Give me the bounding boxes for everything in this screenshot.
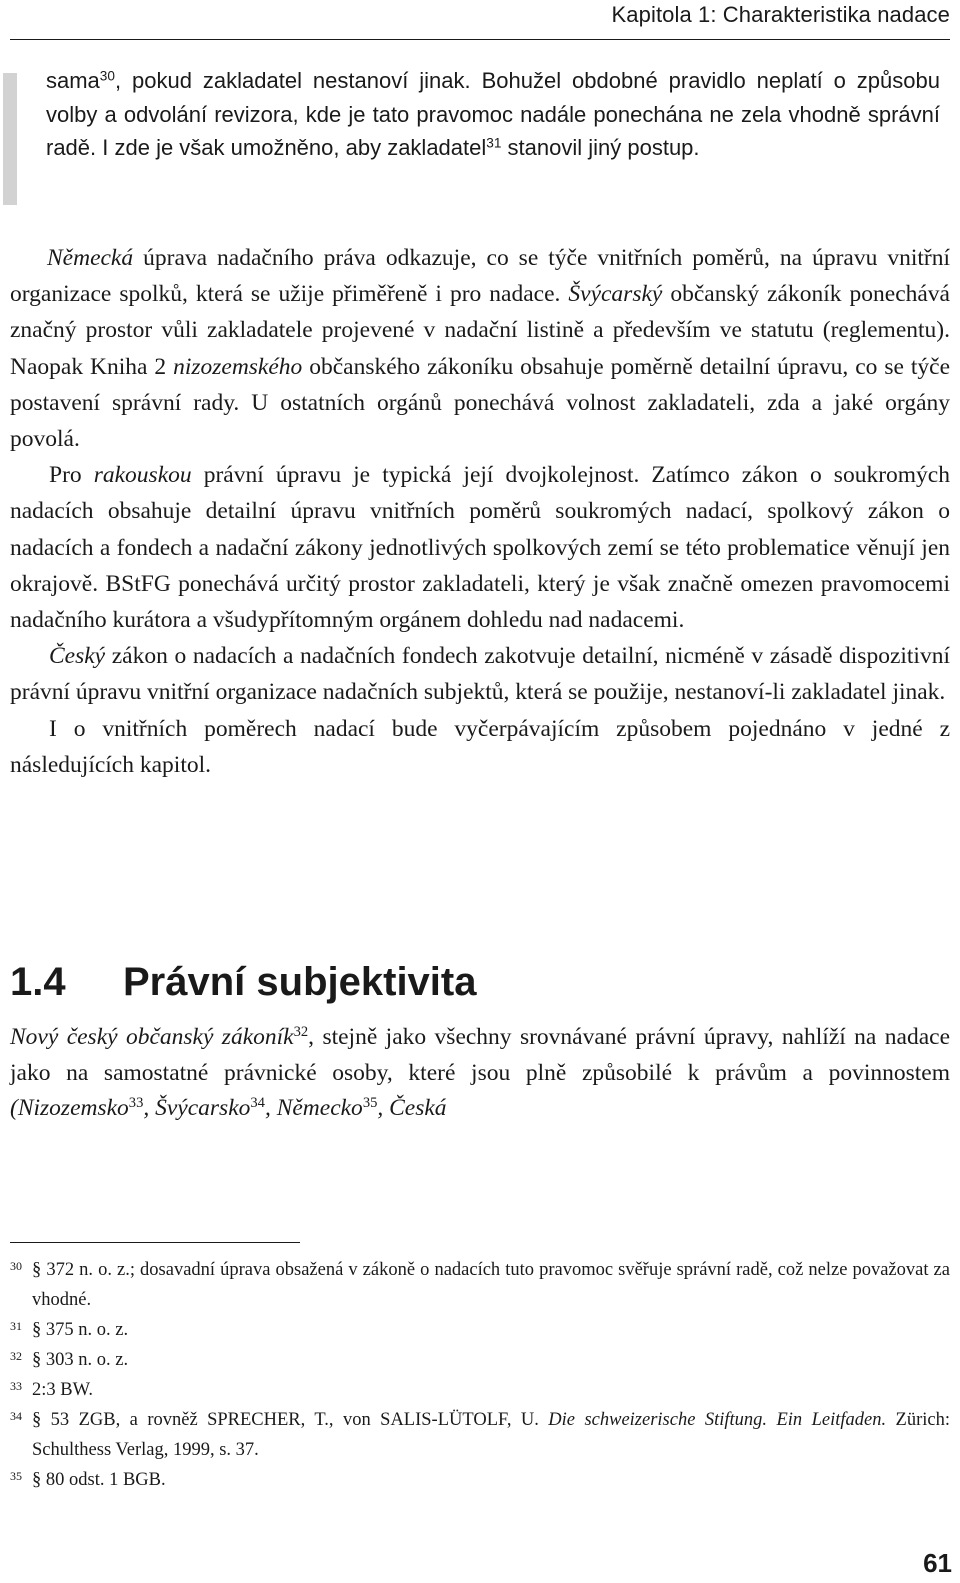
section-heading [10,960,476,1005]
paragraph-legal-personality: Nový český občanský zákoník$^{32}$, stejně jako všechny srovnávané právní úpravy, nahlíží na nadace jako na samostatné právnické osoby, které jsou plně způsobilé k právům a povinnostem (Nizozemsko$^{33}$, Švýcarsko$^{34}$, Německo$^{35}$, Česká [10,1024,950,1121]
footnote-30: 30 § 372 n. o. z.; dosavadní úprava obsažená v zákoně o nadacích tuto pravomoc svěřuje správní radě, což nelze považovat za vhodné. [10,1259,950,1310]
highlight-side-bar [3,73,17,205]
footnote-rule [10,1242,300,1243]
footnote-35: 35 § 80 odst. 1 BGB. [10,1469,166,1490]
header-rule [10,39,950,40]
running-head: Kapitola 1: Charakteristika nadace [611,2,950,27]
footnote-33: 33 2:3 BW. [10,1379,93,1400]
highlighted-paragraph: sama$^{30}$, pokud zakladatel nestanoví jinak. Bohužel obdobné pravidlo neplatí o způsobu volby a odvolání revizora, kde je tato pravomoc nadále ponechána ne zela vhodně správní radě. I zde je však umožněno, aby zakladatel$^{31}$ stanovil jiný postup. [46,68,940,160]
section-number: 1.4 [10,960,66,1004]
paragraph-austrian: Pro rakouskou právní úpravu je typická její dvojkolejnost. Zatímco zákon o soukromých nadacích obsahuje detailní úpravu vnitřních poměrů soukromých nadací, spolkový zákon o nadacích a fondech a nadační zákony jednotlivých spolkových zemí se této problematice věnují jen okrajově. BStFG ponechává určitý prostor zakladateli, který je však značně omezen pravomocemi nadačního kurátora a všudypřítomným orgánem dohledu nad nadacemi. [10,462,950,634]
paragraph-german-swiss-dutch: Německá úprava nadačního práva odkazuje, co se týče vnitřních poměrů, na úpravu vnitřní organizace spolků, která se užije přiměřeně i pro nadace. Švýcarský občanský zákoník ponechává značný prostor vůli zakladatele projevené v nadační listině a především ve statutu (reglementu). Naopak Kniha 2 nizozemského občanského zákoníku obsahuje poměrně detailní úpravu, co se týče postavení správní rady. U ostatních orgánů ponechává volnost zakladateli, zda a jaké orgány povolá. [10,245,950,453]
paragraph-chapter-reference: I o vnitřních poměrech nadací bude vyčerpávajícím způsobem pojednáno v jedné z následujících kapitol. [10,715,950,778]
footnotes [10,1255,950,1495]
section-title: Právní subjektivita [123,960,477,1004]
footnote-32: 32 § 303 n. o. z. [10,1349,129,1370]
footnote-31: 31 § 375 n. o. z. [10,1319,129,1340]
body-text [10,240,950,783]
paragraph-czech: Český zákon o nadacích a nadačních fondech zakotvuje detailní, nicméně v zásadě dispozitivní právní úpravu vnitřní organizace nadačních subjektů, která se použije, nestanoví-li zakladatel jinak. [10,643,950,706]
footnote-34: 34 § 53 ZGB, a rovněž SPRECHER, T., von SALIS-LÜTOLF, U. Die schweizerische Stiftung. Ein Leitfaden. Zürich: Schulthess Verlag, 1999, s. 37. [10,1409,950,1460]
page-number: 61 [923,1548,952,1578]
